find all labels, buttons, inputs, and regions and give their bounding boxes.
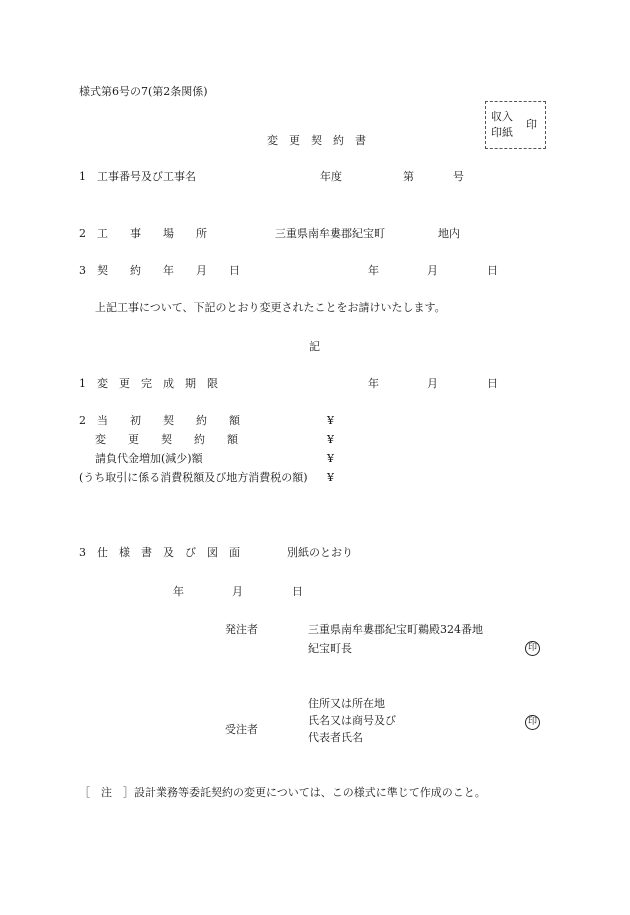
stamp-line2: 印紙: [491, 126, 513, 139]
row1-label: 1 工事番号及び工事名: [79, 170, 196, 183]
date-day: 日: [292, 585, 303, 598]
orderer-label: 発注者: [225, 623, 258, 636]
item3-label: 3 仕 様 書 及 び 図 面: [79, 546, 240, 559]
row2-place: 三重県南牟婁郡紀宝町: [275, 227, 385, 240]
row1-dai: 第: [403, 170, 414, 183]
row2-label: 2 工 事 場 所: [79, 227, 207, 240]
row3-year: 年: [368, 264, 379, 277]
form-id: 様式第6号の7(第2条関係): [79, 85, 208, 98]
orderer-title: 紀宝町長: [308, 642, 352, 655]
item1-month: 月: [427, 377, 438, 390]
revenue-stamp-box: [485, 101, 546, 149]
intro-text: 上記工事について、下記のとおり変更されたことをお請けいたします。: [95, 301, 446, 314]
contractor-label: 受注者: [225, 723, 258, 736]
row1-year: 年度: [320, 170, 342, 183]
row1-go: 号: [453, 170, 464, 183]
item2-changed-amount-label: 変 更 契 約 額: [95, 433, 238, 446]
item2-initial-yen: ¥: [327, 414, 334, 427]
date-month: 月: [232, 585, 243, 598]
item1-label: 1 変 更 完 成 期 限: [79, 377, 218, 390]
row3-month: 月: [427, 264, 438, 277]
item2-initial-amount-label: 2 当 初 契 約 額: [79, 414, 240, 427]
item1-day: 日: [487, 377, 498, 390]
item3-value: 別紙のとおり: [287, 546, 353, 559]
ki-heading: 記: [309, 340, 320, 353]
item1-year: 年: [368, 377, 379, 390]
orderer-seal-icon: 印: [525, 641, 540, 656]
contractor-name-label: 氏名又は商号及び: [308, 714, 396, 727]
item2-increase-label: 請負代金増加(減少)額: [95, 452, 203, 465]
page-title: 変 更 契 約 書: [267, 134, 366, 147]
footnote: ［ 注 ］設計業務等委託契約の変更については、この様式に準じて作成のこと。: [79, 786, 486, 799]
contractor-address-label: 住所又は所在地: [308, 697, 385, 710]
row2-suffix: 地内: [438, 227, 460, 240]
orderer-address: 三重県南牟婁郡紀宝町鵜殿324番地: [308, 623, 483, 636]
item2-tax-yen: ¥: [327, 471, 334, 484]
stamp-seal-label: 印: [526, 118, 537, 131]
stamp-line1: 収入: [491, 110, 513, 123]
item2-tax-label: (うち取引に係る消費税額及び地方消費税の額): [79, 471, 308, 484]
row3-label: 3 契 約 年 月 日: [79, 264, 240, 277]
date-year: 年: [173, 585, 184, 598]
contractor-representative-label: 代表者氏名: [308, 731, 363, 744]
item2-changed-yen: ¥: [327, 433, 334, 446]
row3-day: 日: [487, 264, 498, 277]
contractor-seal-icon: 印: [525, 715, 540, 730]
item2-increase-yen: ¥: [327, 452, 334, 465]
